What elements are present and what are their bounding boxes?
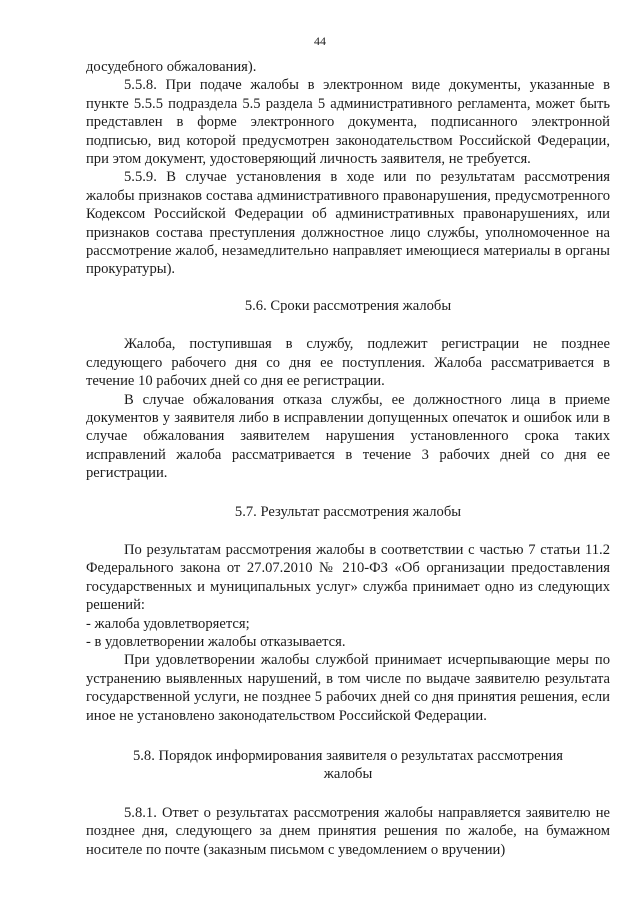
paragraph-5-5-8: 5.5.8. При подаче жалобы в электронном виде документы, указанные в пункте 5.5.5 подраздела 5.5 раздела 5 административного регламента, может быть представлен в форме электронного документа, подписанного электронной подписью, вид которой предусмотрен законодательством Российской Федерации, при этом документ, удостоверяющий личность заявителя, не требуется. xyxy=(86,77,610,168)
paragraph-decision: По результатам рассмотрения жалобы в соответствии с частью 7 статьи 11.2 Федерального закона от 27.07.2010 № 210-ФЗ «Об организации предоставления государственных и муниципальных услуг» служба принимает одно из следующих решений: xyxy=(86,541,610,614)
page-number: 44 xyxy=(314,34,326,48)
paragraph-continuation: досудебного обжалования). xyxy=(86,59,257,75)
paragraph-remedy-measures: При удовлетворении жалобы службой принимает исчерпывающие меры по устранению выявленных нарушений, в том числе по выдаче заявителю результата государственной услуги, не позднее 5 рабочих дней со дня принятия решения, если иное не установлено законодательством Российской Федерации. xyxy=(86,652,610,724)
paragraph-5-5-9: 5.5.9. В случае установления в ходе или по результатам рассмотрения жалобы признаков состава административного правонарушения, предусмотренного Кодексом Российской Федерации об административных правонарушениях, или признаков состава преступления должностное лицо службы, уполномоченное на рассмотрение жалоб, незамедлительно направляет имеющиеся материалы в органы прокуратуры). xyxy=(86,169,610,278)
section-heading-5-8 xyxy=(86,747,610,784)
paragraph-refusal-appeal: В случае обжалования отказа службы, ее должностного лица в приеме документов у заявителя либо в исправлении допущенных опечаток и ошибок или в случае обжалования заявителем нарушения установленного срока таких исправлений жалоба рассматривается в течение 3 рабочих дней со дня ее регистрации. xyxy=(86,391,610,482)
section-heading-5-8-line1: 5.8. Порядок информирования заявителя о результатах рассмотрения xyxy=(132,748,563,764)
list-item-refused: - в удовлетворении жалобы отказывается. xyxy=(86,633,346,650)
section-heading-5-6: 5.6. Сроки рассмотрения жалобы xyxy=(244,297,452,314)
paragraph-registration-term: Жалоба, поступившая в службу, подлежит регистрации не позднее следующего рабочего дня со дня ее поступления. Жалоба рассматривается в течение 10 рабочих дней со дня ее регистрации. xyxy=(86,336,610,390)
document-body xyxy=(86,58,610,859)
section-heading-5-7: 5.7. Результат рассмотрения жалобы xyxy=(234,503,462,520)
list-item-satisfied: - жалоба удовлетворяется; xyxy=(86,615,250,632)
paragraph-5-8-1: 5.8.1. Ответ о результатах рассмотрения жалобы направляется заявителю не позднее дня, следующего за днем принятия решения по жалобе, на бумажном носителе по почте (заказным письмом с уведомлением о вручении) xyxy=(86,804,610,858)
section-heading-5-8-line2: жалобы xyxy=(323,766,373,783)
